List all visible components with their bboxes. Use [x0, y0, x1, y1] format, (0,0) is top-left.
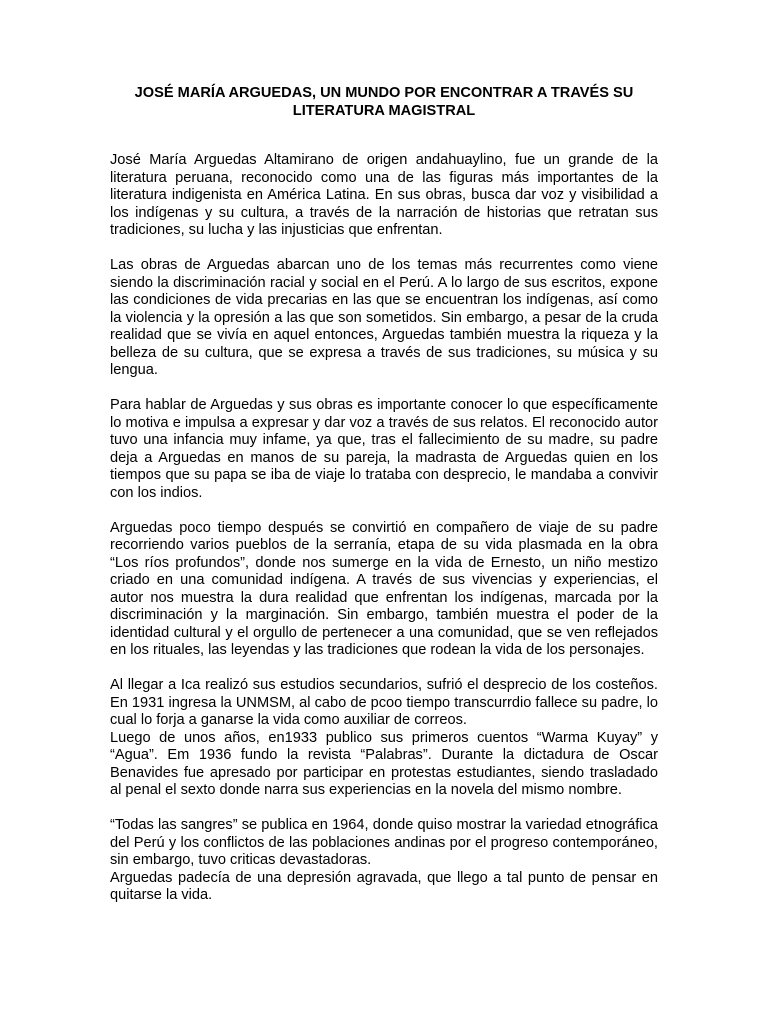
title-line-1: JOSÉ MARÍA ARGUEDAS, UN MUNDO POR ENCONTRAR A TRAVÉS SU: [134, 85, 634, 101]
document-title: [110, 84, 658, 120]
paragraph-7: “Todas las sangres” se publica en 1964, donde quiso mostrar la variedad etnográfica del Perú y los conflictos de las poblaciones andinas por el progreso contemporáneo, sin embargo, tuvo criticas devastadoras.: [110, 817, 658, 868]
paragraph-8: Arguedas padecía de una depresión agravada, que llego a tal punto de pensar en quitarse la vida.: [110, 869, 658, 903]
paragraph-6: Luego de unos años, en1933 publico sus primeros cuentos “Warma Kuyay” y “Agua”. Em 1936 fundo la revista “Palabras”. Durante la dictadura de Oscar Benavides fue apresado por participar en protestas estudiantes, siendo trasladado al penal el sexto donde narra sus experiencias en la novela del mismo nombre.: [110, 729, 658, 798]
document-page: [110, 84, 658, 922]
paragraph-5: Al llegar a Ica realizó sus estudios secundarios, sufrió el desprecio de los costeños. En 1931 ingresa la UNMSM, al cabo de pcoo tiempo transcurrdio fallece su padre, lo cual lo forja a ganarse la vida como auxiliar de correos.: [110, 677, 658, 728]
paragraph-3: Para hablar de Arguedas y sus obras es importante conocer lo que específicamente lo motiva e impulsa a expresar y dar voz a través de sus relatos. El reconocido autor tuvo una infancia muy infame, ya que, tras el fallecimiento de su madre, su padre deja a Arguedas en manos de su pareja, la madrasta de Arguedas quien en los tiempos que su papa se iba de viaje lo trataba con desprecio, le mandaba a convivir con los indios.: [110, 397, 658, 501]
title-line-2: LITERATURA MAGISTRAL: [292, 103, 476, 119]
paragraph-1: José María Arguedas Altamirano de origen andahuaylino, fue un grande de la literatura peruana, reconocido como una de las figuras más importantes de la literatura indigenista en América Latina. En sus obras, busca dar voz y visibilidad a los indígenas y su cultura, a través de la narración de historias que retratan sus tradiciones, su lucha y las injusticias que enfrentan.: [110, 152, 658, 238]
paragraph-2: Las obras de Arguedas abarcan uno de los temas más recurrentes como viene siendo la discriminación racial y social en el Perú. A lo largo de sus escritos, expone las condiciones de vida precarias en las que se encuentran los indígenas, así como la violencia y la opresión a las que son sometidos. Sin embargo, a pesar de la cruda realidad que se vivía en aquel entonces, Arguedas también muestra la riqueza y la belleza de su cultura, que se expresa a través de sus tradiciones, su música y su lengua.: [110, 257, 658, 378]
paragraph-4: Arguedas poco tiempo después se convirtió en compañero de viaje de su padre recorriendo varios pueblos de la serranía, etapa de su vida plasmada en la obra “Los ríos profundos”, donde nos sumerge en la vida de Ernesto, un niño mestizo criado en una comunidad indígena. A través de sus vivencias y experiencias, el autor nos muestra la dura realidad que enfrentan los indígenas, marcada por la discriminación y la marginación. Sin embargo, también muestra el poder de la identidad cultural y el orgullo de pertenecer a una comunidad, que se ven reflejados en los rituales, las leyendas y las tradiciones que rodean la vida de los personajes.: [110, 519, 658, 658]
